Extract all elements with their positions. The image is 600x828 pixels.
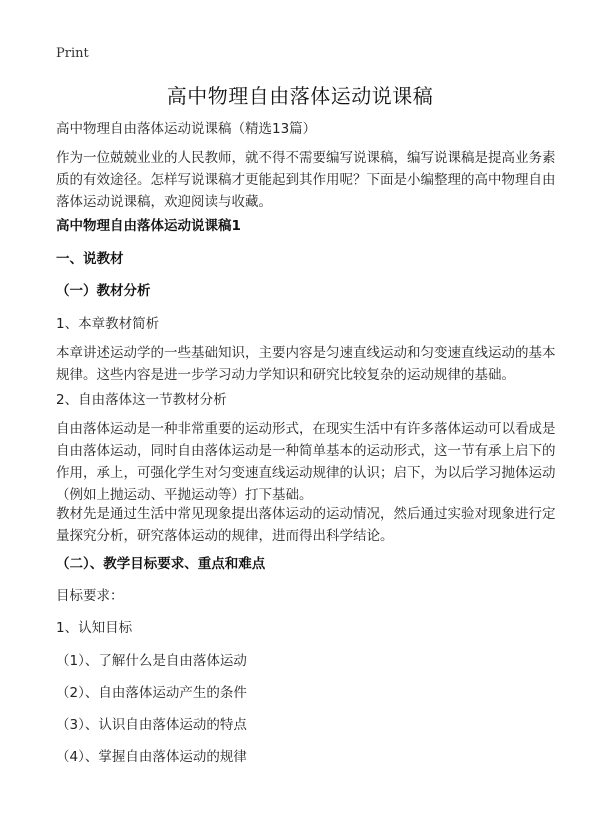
page-title: 高中物理自由落体运动说课稿 xyxy=(166,84,434,108)
section-title: 高中物理自由落体运动说课稿1 xyxy=(56,218,241,234)
intro-paragraph: 作为一位兢兢业业的人民教师，就不得不需要编写说课稿，编写说课稿是提高业务素质的有效途径。怎样写说课稿才更能起到其作用呢？下面是小编整理的高中物理自由落体运动说课稿，欢迎阅读与收藏。 xyxy=(56,150,556,210)
subtitle: 高中物理自由落体运动说课稿（精选13篇） xyxy=(56,121,317,137)
item2-paragraph-2: 教材先是通过生活中常见现象提出落体运动的运动情况，然后通过实验对现象进行定量探究分析，研究落体运动的规律，进而得出科学结论。 xyxy=(56,506,556,544)
part1-heading: 一、说教材 xyxy=(56,251,124,267)
goal-item-1: （1）、了解什么是自由落体运动 xyxy=(56,653,247,669)
sub1-heading: （一）教材分析 xyxy=(56,283,151,299)
item1-label: 1、本章教材简析 xyxy=(56,316,160,332)
goal-item-4: （4）、掌握自由落体运动的规律 xyxy=(56,749,247,765)
goal-item-2: （2）、自由落体运动产生的条件 xyxy=(56,685,247,701)
sub2-heading: （二）、教学目标要求、重点和难点 xyxy=(56,556,266,572)
goals-label: 目标要求： xyxy=(56,588,124,604)
goal-item-3: （3）、认识自由落体运动的特点 xyxy=(56,717,247,733)
item2-paragraph-1: 自由落体运动是一种非常重要的运动形式，在现实生活中有许多落体运动可以看成是自由落体运动，同时自由落体运动是一种简单基本的运动形式，这一节有承上启下的作用，承上，可强化学生对匀变速直线运动规律的认识；启下，为以后学习抛体运动（例如上抛运动、平抛运动等）打下基础。 xyxy=(56,421,556,503)
cognitive-label: 1、认知目标 xyxy=(56,620,133,636)
item1-text: 本章讲述运动学的一些基础知识，主要内容是匀速直线运动和匀变速直线运动的基本规律。这些内容是进一步学习动力学知识和研究比较复杂的运动规律的基础。 xyxy=(56,345,556,383)
item2-label: 2、自由落体这一节教材分析 xyxy=(56,392,227,408)
print-link[interactable]: Print xyxy=(56,46,89,61)
